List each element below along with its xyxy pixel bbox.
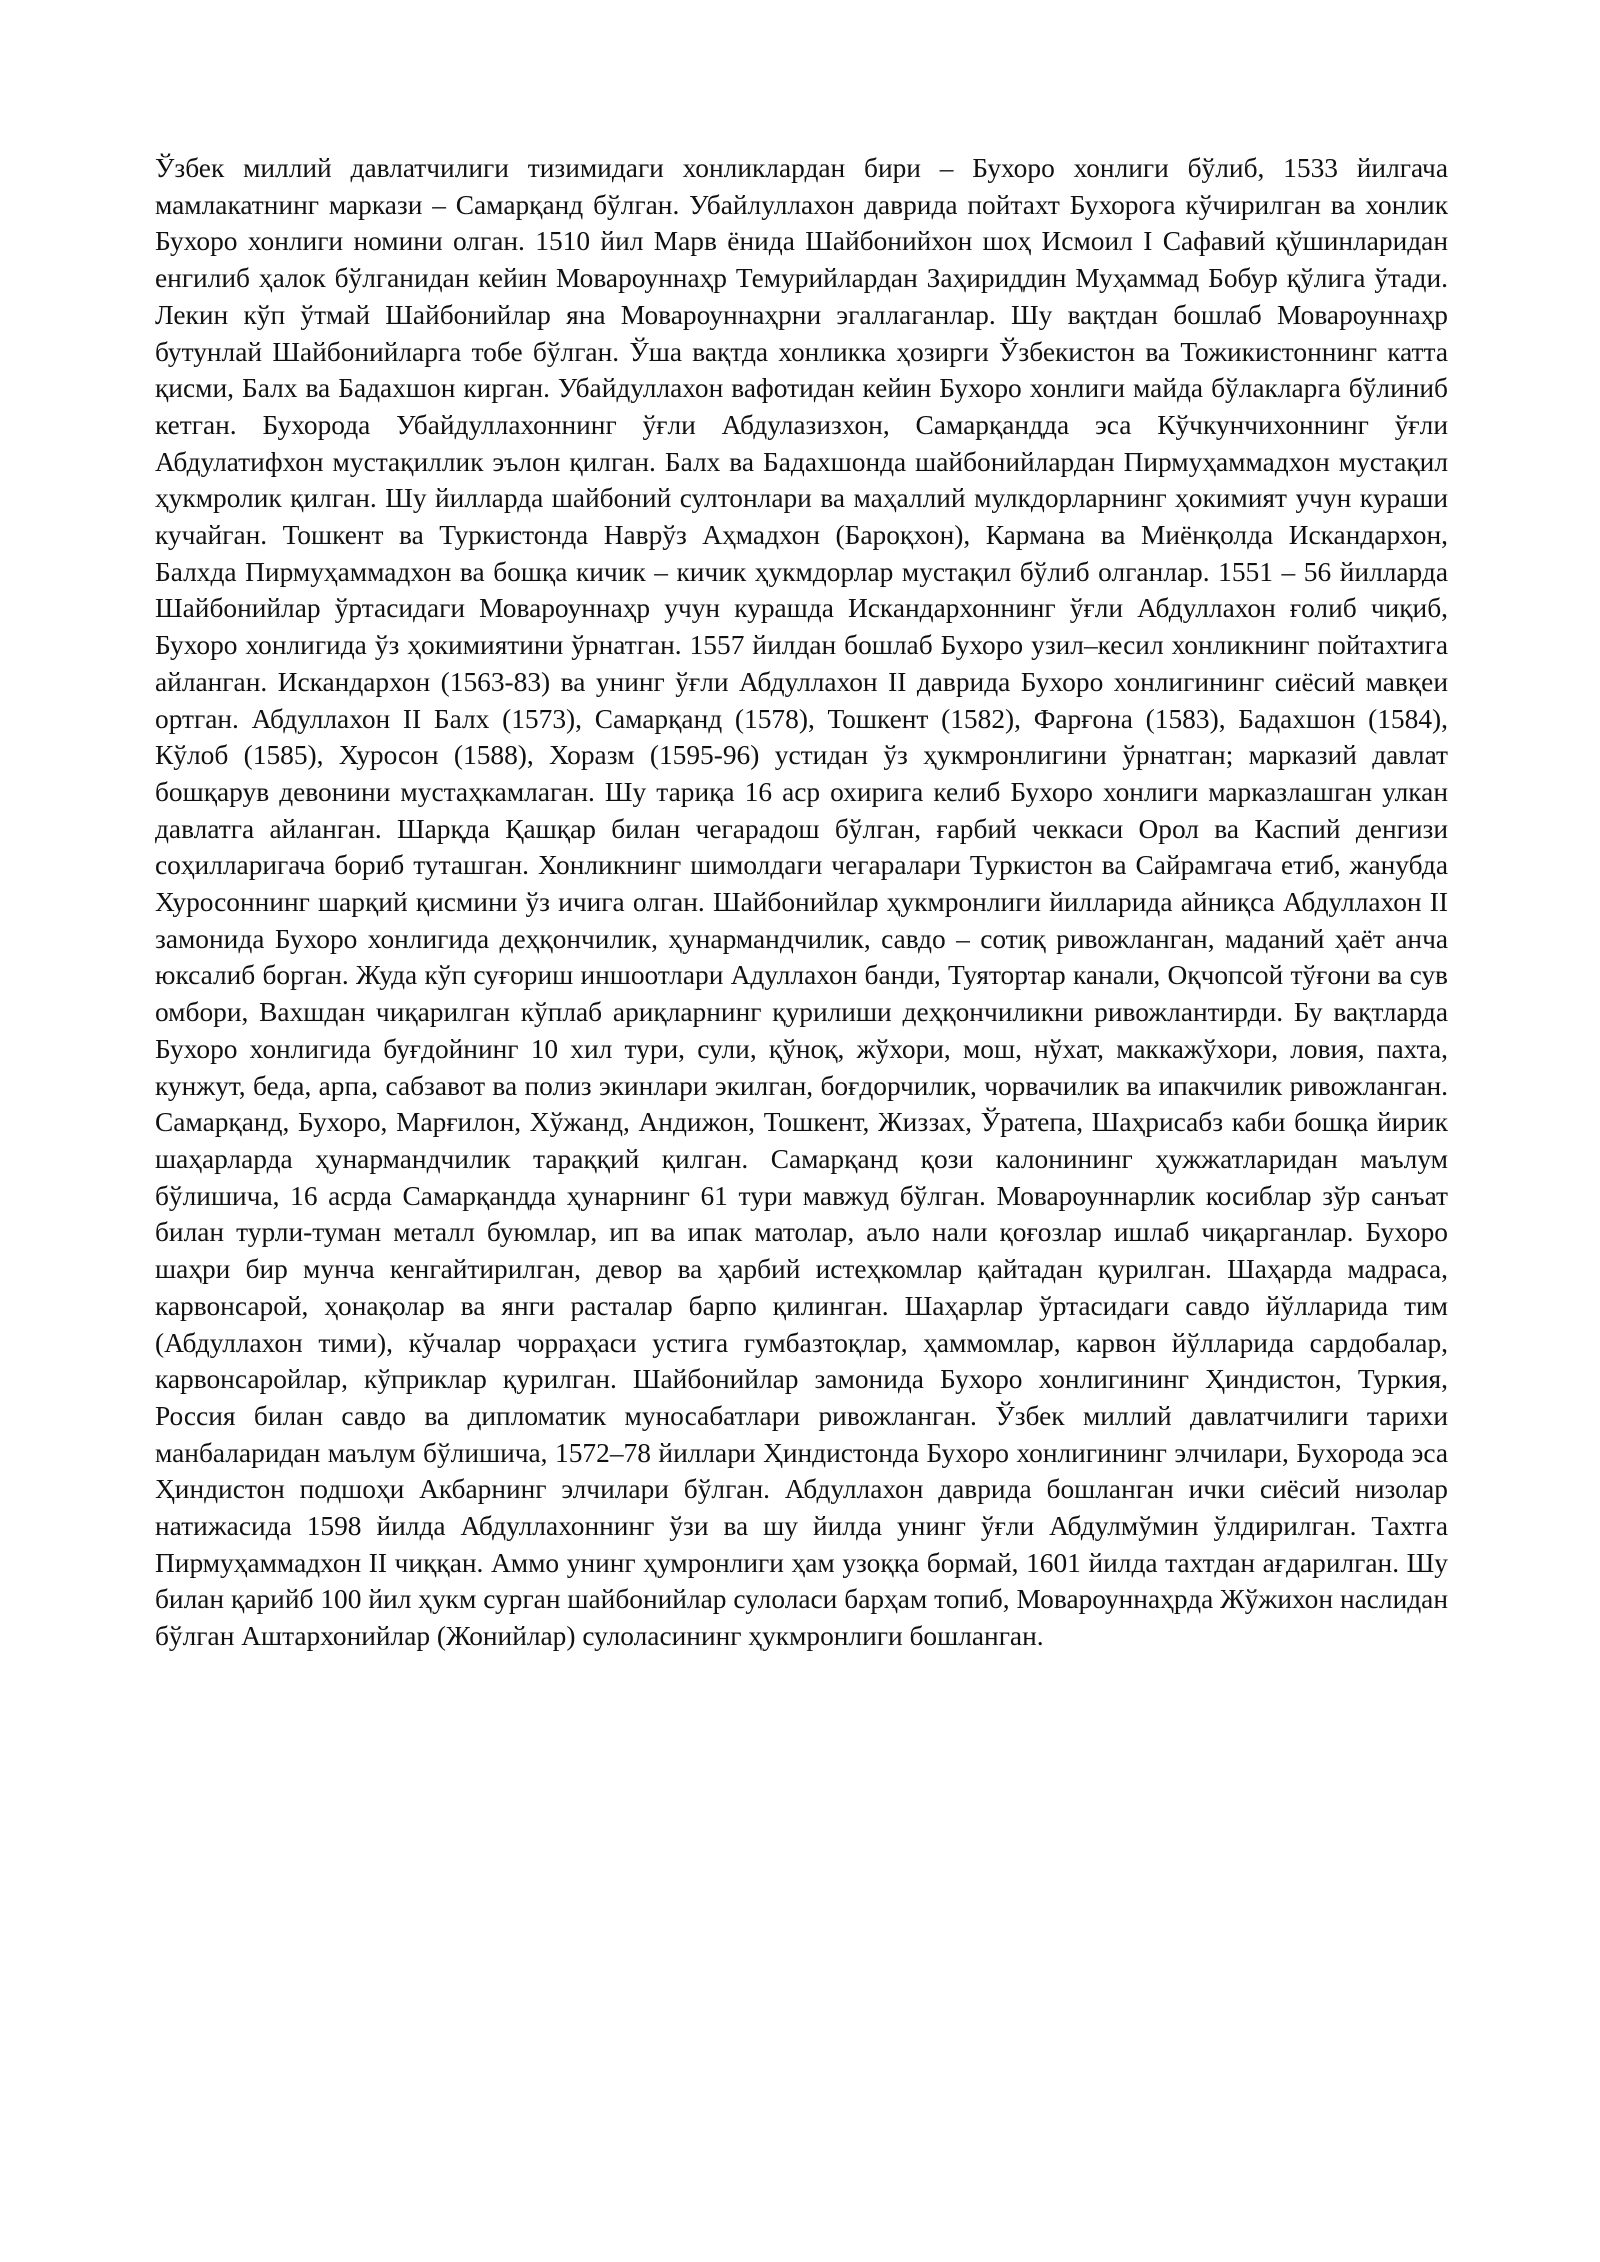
body-paragraph: Ўзбек миллий давлатчилиги тизимидаги хонликлардан бири – Бухоро хонлиги бўлиб, 1533 йилгача мамлакатнинг маркази – Самарқанд бўлган. Убайлуллахон даврида пойтахт Бухорога кўчирилган ва хонлик Бухоро хонлиги номини олган. 1510 йил Марв ёнида Шайбонийхон шоҳ Исмоил I Сафавий қўшинларидан енгилиб ҳалок бўлганидан кейин Мовароуннаҳр Темурийлардан Заҳириддин Муҳаммад Бобур қўлига ўтади. Лекин кўп ўтмай Шайбонийлар яна Мовароуннаҳрни эгаллаганлар. Шу вақтдан бошлаб Мовароуннаҳр бутунлай Шайбонийларга тобе бўлган. Ўша вақтда хонликка ҳозирги Ўзбекистон ва Тожикистоннинг катта қисми, Балх ва Бадахшон кирган. Убайдуллахон вафотидан кейин Бухоро хонлиги майда бўлакларга бўлиниб кетган. Бухорода Убайдуллахоннинг ўғли Абдулазизхон, Самарқандда эса Кўчкунчихоннинг ўғли Абдулатифхон мустақиллик эълон қилган. Балх ва Бадахшонда шайбонийлардан Пирмуҳаммадхон мустақил ҳукмролик қилган. Шу йилларда шайбоний султонлари ва маҳаллий мулкдорларнинг ҳокимият учун кураши кучайган. Тошкент ва Туркистонда Наврўз Аҳмадхон (Бароқхон), Кармана ва Миёнқолда Искандархон, Балхда Пирмуҳаммадхон ва бошқа кичик – кичик ҳукмдорлар мустақил бўлиб олганлар. 1551 – 56 йилларда Шайбонийлар ўртасидаги Мовароуннаҳр учун курашда Искандархоннинг ўғли Абдуллахон ғолиб чиқиб, Бухоро хонлигида ўз ҳокимиятини ўрнатган. 1557 йилдан бошлаб Бухоро узил–кесил хонликнинг пойтахтига айланган. Искандархон (1563-83) ва унинг ўғли Абдуллахон II даврида Бухоро хонлигининг сиёсий мавқеи ортган. Абдуллахон II Балх (1573), Самарқанд (1578), Тошкент (1582), Фарғона (1583), Бадахшон (1584), Кўлоб (1585), Хуросон (1588), Хоразм (1595-96) устидан ўз ҳукмронлигини ўрнатган; марказий давлат бошқарув девонини мустаҳкамлаган. Шу тариқа 16 аср охирига келиб Бухоро хонлиги марказлашган улкан давлатга айланган. Шарқда Қашқар билан чегарадош бўлган, ғарбий чеккаси Орол ва Каспий денгизи соҳилларигача бориб туташган. Хонликнинг шимолдаги чегаралари Туркистон ва Сайрамгача етиб, жанубда Хуросоннинг шарқий қисмини ўз ичига олган. Шайбонийлар ҳукмронлиги йилларида айниқса Абдуллахон II замонида Бухоро хонлигида деҳқончилик, ҳунармандчилик, савдо – сотиқ ривожланган, маданий ҳаёт анча юксалиб борган. Жуда кўп суғориш иншоотлари Адуллахон банди, Туятортар канали, Оқчопсой тўғони ва сув омбори, Вахшдан чиқарилган кўплаб ариқларнинг қурилиши деҳқончиликни ривожлантирди. Бу вақтларда Бухоро хонлигида буғдойнинг 10 хил тури, сули, қўноқ, жўхори, мош, нўхат, маккажўхори, ловия, пахта, кунжут, беда, арпа, сабзавот ва полиз экинлари экилган, боғдорчилик, чорвачилик ва ипакчилик ривожланган. Самарқанд, Бухоро, Марғилон, Хўжанд, Андижон, Тошкент, Жиззах, Ўратепа, Шаҳрисабз каби бошқа йирик шаҳарларда ҳунармандчилик тараққий қилган. Самарқанд қози калонининг ҳужжатларидан маълум бўлишича, 16 асрда Самарқандда ҳунарнинг 61 тури мавжуд бўлган. Мовароуннарлик косиблар зўр санъат билан турли-туман металл буюмлар, ип ва ипак матолар, аъло нали қоғозлар ишлаб чиқарганлар. Бухоро шаҳри бир мунча кенгайтирилган, девор ва ҳарбий истеҳкомлар қайтадан қурилган. Шаҳарда мадраса, карвонсарой, ҳонақолар ва янги расталар барпо қилинган. Шаҳарлар ўртасидаги савдо йўлларида тим (Абдуллахон тими), кўчалар чорраҳаси устига гумбазтоқлар, ҳаммомлар, карвон йўлларида сардобалар, карвонсаройлар, кўприклар қурилган. Шайбонийлар замонида Бухоро хонлигининг Ҳиндистон, Туркия, Россия билан савдо ва дипломатик муносабатлари ривожланган. Ўзбек миллий давлатчилиги тарихи манбаларидан маълум бўлишича, 1572–78 йиллари Ҳиндистонда Бухоро хонлигининг элчилари, Бухорода эса Ҳиндистон подшоҳи Акбарнинг элчилари бўлган. Абдуллахон даврида бошланган ички сиёсий низолар натижасида 1598 йилда Абдуллахоннинг ўзи ва шу йилда унинг ўғли Абдулмўмин ўлдирилган. Тахтга Пирмуҳаммадхон II чиққан. Аммо унинг ҳумронлиги ҳам узоққа бормай, 1601 йилда тахтдан ағдарилган. Шу билан қарийб 100 йил ҳукм сурган шайбонийлар сулоласи барҳам топиб, Мовароуннаҳрда Жўжихон наслидан бўлган Аштархонийлар (Жонийлар) сулоласининг ҳукмронлиги бошланган. (155, 153, 1448, 1652)
